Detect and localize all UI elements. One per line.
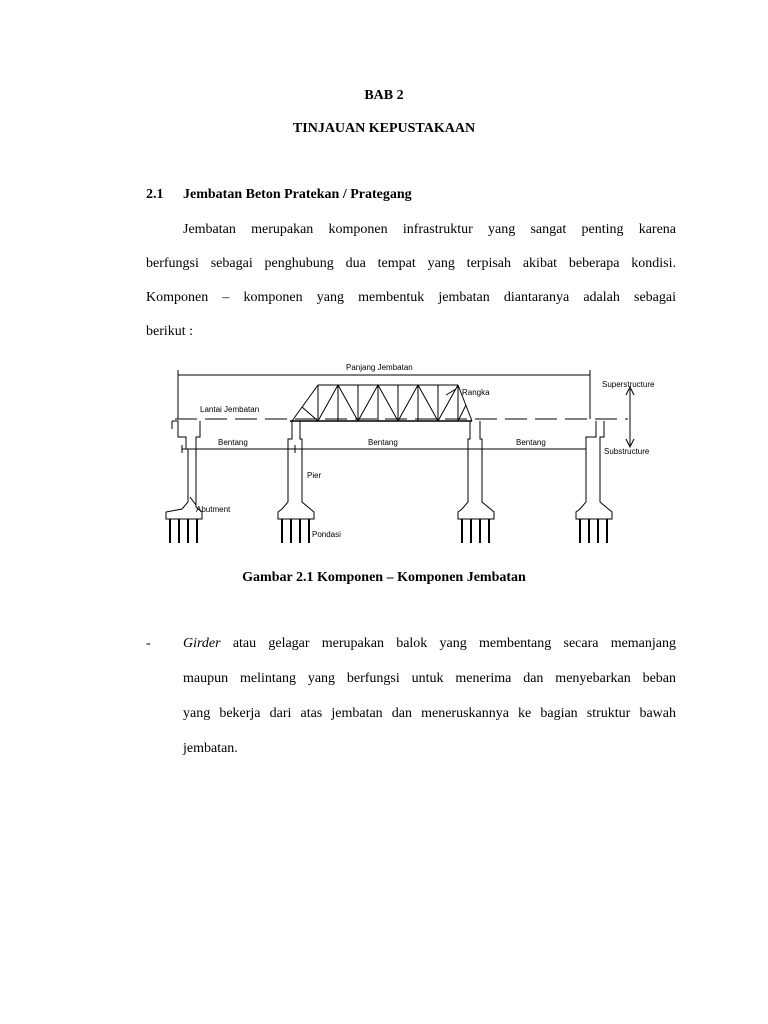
bullet-line-1	[183, 636, 676, 652]
label-pondasi: Pondasi	[312, 530, 341, 539]
label-lantai-jembatan: Lantai Jembatan	[200, 405, 260, 414]
label-abutment: Abutment	[196, 505, 231, 514]
section-number: 2.1	[146, 187, 164, 202]
bullet-dash: -	[146, 636, 151, 651]
bullet-line: yang bekerja dari atas jembatan dan meneruskannya ke bagian struktur bawah	[183, 706, 676, 721]
bullet-line: maupun melintang yang berfungsi untuk menerima dan menyebarkan beban	[183, 671, 676, 686]
paragraph-line: Komponen – komponen yang membentuk jembatan diantaranya adalah sebagai	[146, 290, 676, 305]
paragraph-line: berfungsi sebagai penghubung dua tempat yang terpisah akibat beberapa kondisi.	[146, 256, 676, 271]
label-rangka: Rangka	[462, 388, 490, 397]
label-bentang-2: Bentang	[368, 438, 398, 447]
bullet-line-1-rest: atau gelagar merupakan balok yang membentang secara memanjang	[220, 636, 676, 651]
chapter-title: TINJAUAN KEPUSTAKAAN	[292, 121, 476, 136]
term-girder: Girder	[183, 636, 221, 651]
label-panjang-jembatan: Panjang Jembatan	[346, 363, 413, 372]
label-bentang-1: Bentang	[218, 438, 248, 447]
label-substructure: Substructure	[604, 447, 650, 456]
chapter-heading: BAB 2	[364, 88, 404, 103]
bridge-diagram	[150, 357, 670, 552]
section-title: Jembatan Beton Pratekan / Prategang	[183, 187, 412, 202]
paragraph-line: Jembatan merupakan komponen infrastruktur yang sangat penting karena	[183, 222, 676, 237]
bullet-line: jembatan.	[183, 741, 238, 756]
label-superstructure: Superstructure	[602, 380, 655, 389]
section-heading	[146, 187, 412, 203]
paragraph-line: berikut :	[146, 324, 194, 339]
figure-caption: Gambar 2.1 Komponen – Komponen Jembatan	[242, 570, 526, 585]
label-bentang-3: Bentang	[516, 438, 546, 447]
label-pier: Pier	[307, 471, 322, 480]
